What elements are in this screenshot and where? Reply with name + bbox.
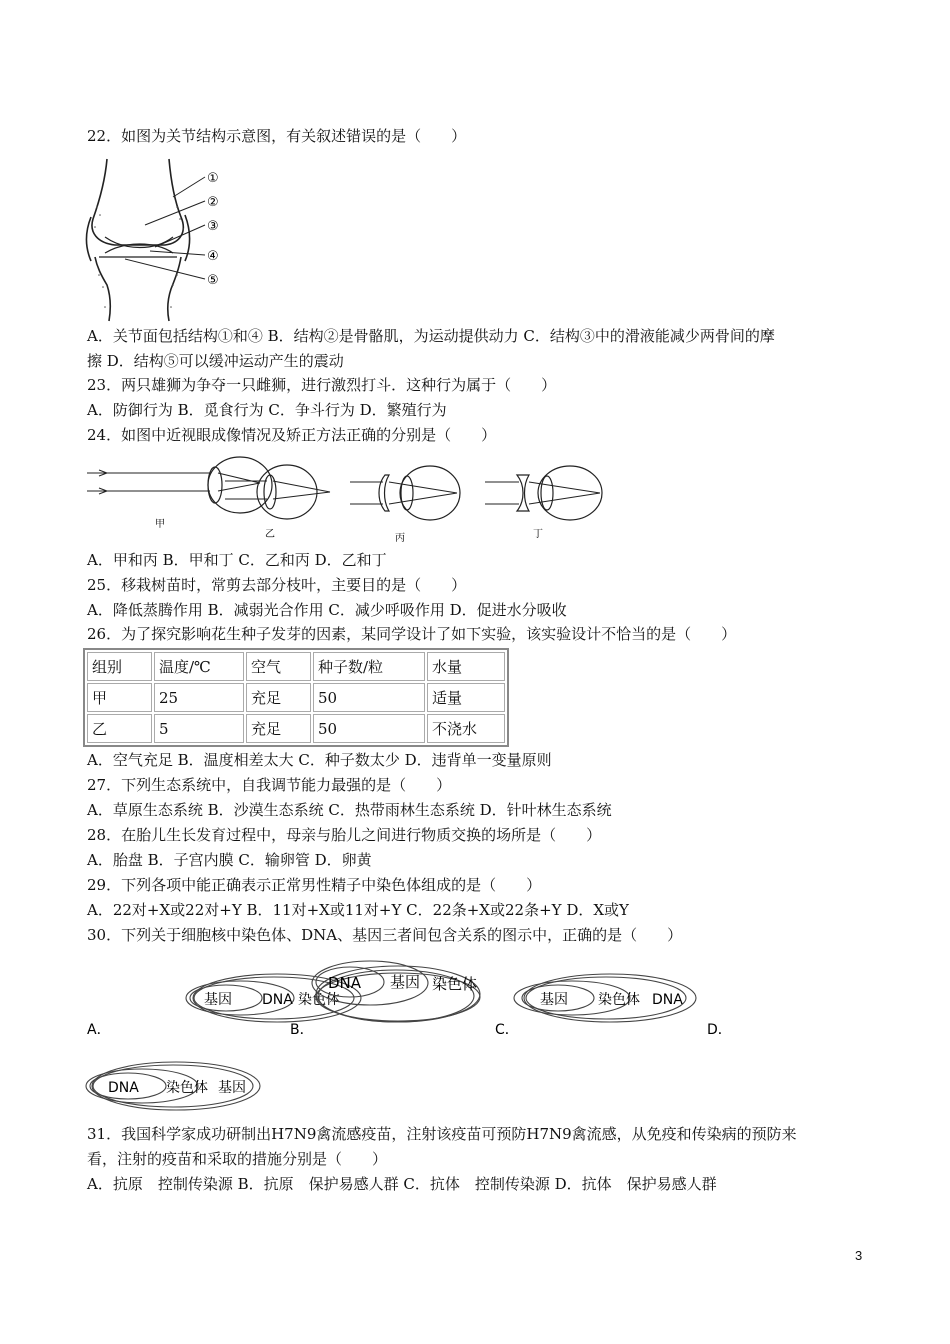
D-gene: 基因	[218, 1080, 246, 1096]
table-header-row	[87, 652, 505, 681]
eye-diagram-ding	[485, 466, 602, 540]
table-header-cell: 组别	[87, 652, 152, 681]
q22-options-line1: A．关节面包括结构①和④ B．结构②是骨骼肌，为运动提供动力 C．结构③中的滑液能减少两骨间的摩	[87, 327, 775, 345]
joint-label-1: ①	[207, 171, 219, 186]
table-cell: 适量	[427, 683, 505, 712]
table-header-cell: 种子数/粒	[313, 652, 425, 681]
q24-options: A．甲和丙 B．甲和丁 C．乙和丙 D．乙和丁	[87, 551, 387, 569]
q31-stem-line2: 看，注射的疫苗和采取的措施分别是（ ）	[87, 1150, 388, 1168]
table-row	[87, 714, 505, 743]
q23-options: A．防御行为 B．觅食行为 C．争斗行为 D．繁殖行为	[87, 401, 447, 419]
eye-imaging-diagrams	[85, 455, 615, 545]
option-B-letter: B．	[290, 1022, 314, 1038]
label-ding: 丁	[533, 529, 543, 540]
option-C-letter: C．	[495, 1022, 519, 1038]
table-row	[87, 683, 505, 712]
D-chromosome: 染色体	[166, 1080, 208, 1096]
table-cell: 充足	[246, 714, 311, 743]
D-dna: DNA	[108, 1080, 139, 1096]
label-jia: 甲	[155, 519, 165, 530]
q29-stem: 29．下列各项中能正确表示正常男性精子中染色体组成的是（ ）	[87, 876, 542, 894]
table-cell: 甲	[87, 683, 152, 712]
q28-options: A．胎盘 B．子宫内膜 C．输卵管 D．卵黄	[87, 851, 372, 869]
q28-stem: 28．在胎儿生长发育过程中，母亲与胎儿之间进行物质交换的场所是（ ）	[87, 826, 602, 844]
q22-stem: 22．如图为关节结构示意图，有关叙述错误的是（ ）	[87, 127, 467, 145]
q27-stem: 27．下列生态系统中，自我调节能力最强的是（ ）	[87, 776, 452, 794]
diagram-D	[86, 1062, 260, 1110]
option-A-letter: A．	[87, 1022, 111, 1038]
experiment-table	[83, 648, 509, 747]
C-chromosome: 染色体	[598, 992, 640, 1008]
q24-stem: 24．如图中近视眼成像情况及矫正方法正确的分别是（ ）	[87, 426, 497, 444]
diagram-B	[312, 961, 480, 1022]
q26-options: A．空气充足 B．温度相差太大 C．种子数太少 D．违背单一变量原则	[87, 751, 552, 769]
A-chromosome: 染色体	[298, 992, 340, 1008]
B-chromosome: 染色体	[432, 975, 478, 993]
table-cell: 不浇水	[427, 714, 505, 743]
table-cell: 5	[154, 714, 244, 743]
joint-label-2: ②	[207, 195, 219, 210]
q29-options: A．22对+X或22对+Y B．11对+X或11对+Y C．22条+X或22条+Y D．X或Y	[87, 901, 629, 919]
joint-label-4: ④	[207, 249, 219, 264]
C-gene: 基因	[540, 992, 568, 1008]
table-header-cell: 水量	[427, 652, 505, 681]
label-yi: 乙	[265, 529, 275, 540]
joint-label-5: ⑤	[207, 273, 219, 288]
eye-diagram-bing	[350, 466, 460, 544]
eye-diagram-jia	[87, 457, 272, 530]
A-gene: 基因	[204, 992, 232, 1008]
label-bing: 丙	[395, 533, 405, 544]
q25-options: A．降低蒸腾作用 B．减弱光合作用 C．减少呼吸作用 D．促进水分吸收	[87, 601, 567, 619]
inclusion-diagrams	[80, 950, 880, 1130]
page-number: 3	[855, 1248, 863, 1263]
q31-stem-line1: 31．我国科学家成功研制出H7N9禽流感疫苗，注射该疫苗可预防H7N9禽流感，从免疫和传染病的预防来	[87, 1125, 797, 1143]
q30-stem: 30．下列关于细胞核中染色体、DNA、基因三者间包含关系的图示中，正确的是（ ）	[87, 926, 683, 944]
B-dna: DNA	[328, 974, 362, 992]
q23-stem: 23．两只雄狮为争夺一只雌狮，进行激烈打斗．这种行为属于（ ）	[87, 376, 557, 394]
q25-stem: 25．移栽树苗时，常剪去部分枝叶，主要目的是（ ）	[87, 576, 467, 594]
q22-options-line2: 擦 D．结构⑤可以缓冲运动产生的震动	[87, 352, 344, 370]
q27-options: A．草原生态系统 B．沙漠生态系统 C．热带雨林生态系统 D．针叶林生态系统	[87, 801, 612, 819]
q31-options: A．抗原 控制传染源 B．抗原 保护易感人群 C．抗体 控制传染源 D．抗体 保护易感人群	[87, 1175, 717, 1193]
A-dna: DNA	[262, 992, 293, 1008]
table-cell: 充足	[246, 683, 311, 712]
table-cell: 乙	[87, 714, 152, 743]
table-header-cell: 温度/℃	[154, 652, 244, 681]
q26-stem: 26．为了探究影响花生种子发芽的因素，某同学设计了如下实验，该实验设计不恰当的是（ ）	[87, 625, 737, 643]
table-cell: 50	[313, 683, 425, 712]
diagram-C	[514, 974, 696, 1022]
option-D-letter: D．	[707, 1022, 732, 1038]
table-header-cell: 空气	[246, 652, 311, 681]
table-cell: 50	[313, 714, 425, 743]
joint-structure-diagram	[85, 157, 220, 322]
C-dna: DNA	[652, 992, 683, 1008]
table-cell: 25	[154, 683, 244, 712]
B-gene: 基因	[390, 973, 421, 991]
joint-label-3: ③	[207, 219, 219, 234]
eye-diagram-yi	[225, 465, 330, 540]
